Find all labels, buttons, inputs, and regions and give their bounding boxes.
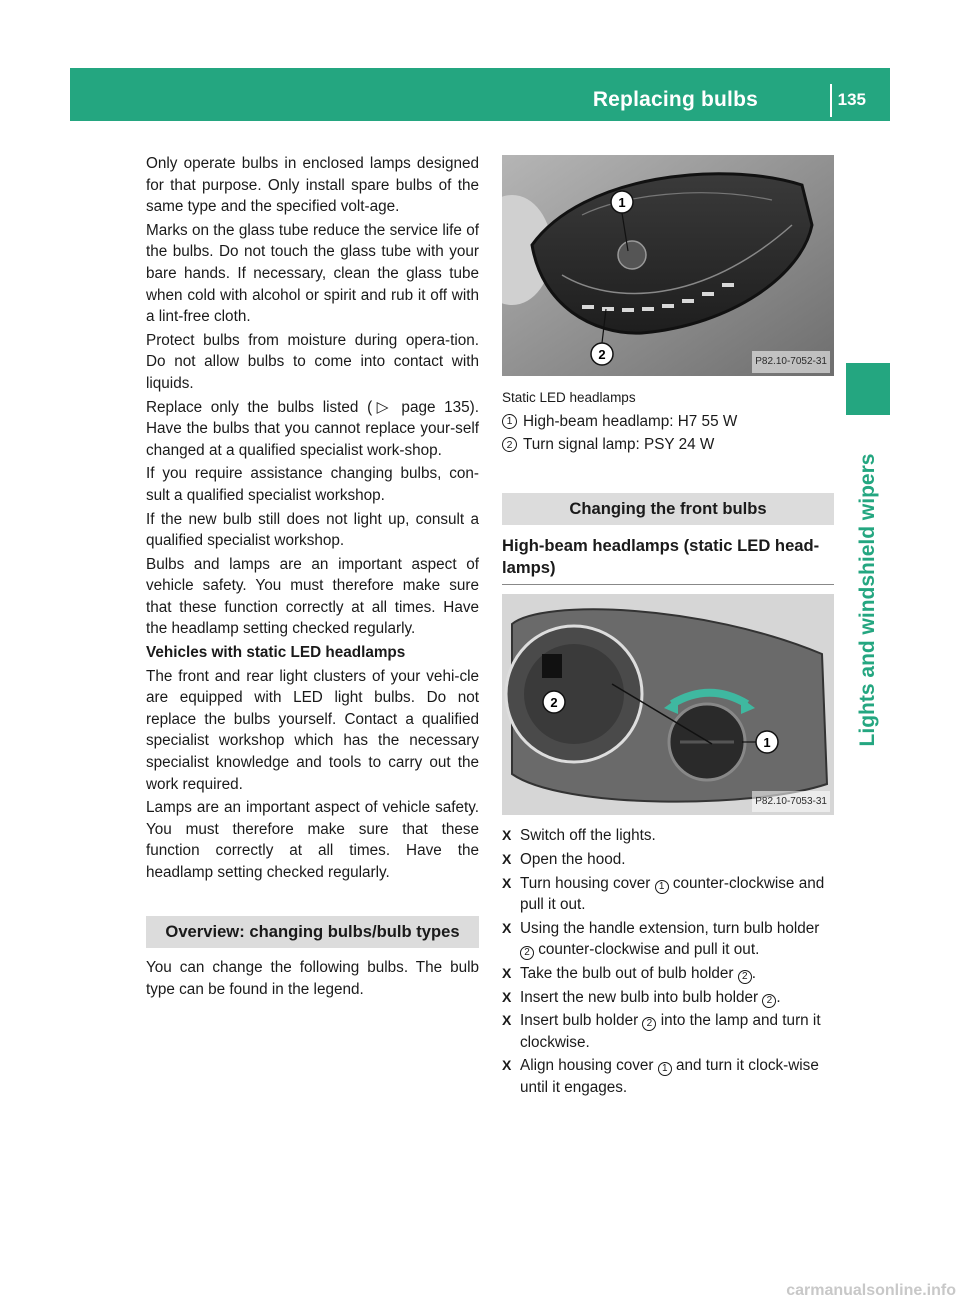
paragraph: If the new bulb still does not light up, consult a qualified specialist workshop. [146,510,479,550]
callout-number: 1 [655,880,669,894]
step-text-part: Open the hood. [520,850,626,868]
svg-text:1: 1 [763,735,771,751]
headlamp-rear-illustration [502,594,834,815]
figure-code: P82.10-7053-31 [752,791,830,813]
section-heading-front-bulbs: Changing the front bulbs [502,493,834,526]
step-text-part: into the lamp and turn it clockwise. [520,1012,821,1051]
svg-text:2: 2 [598,347,606,362]
step-text-part: Turn housing cover [520,874,655,892]
paragraph: Lamps are an important aspect of vehicle safety. You must therefore make sure that these function correctly at all times. Have the headlamp setting checked regularly. [146,799,479,881]
header-divider [830,84,832,117]
instruction-step [502,825,834,847]
subsection-heading: High-beam headlamps (static LED head-lamps) [502,535,834,585]
step-text [520,849,834,871]
subheading: Vehicles with static LED headlamps [146,644,406,662]
header-bar [70,68,890,121]
svg-text:1: 1 [618,195,626,210]
paragraph: You can change the following bulbs. The bulb type can be found in the legend. [146,959,479,998]
page-number: 135 [837,90,866,109]
side-tab-marker [846,363,890,415]
step-marker-icon: X [502,964,512,981]
callout-number: 2 [502,437,517,452]
instruction-step [502,1055,834,1098]
step-marker-icon: X [502,874,512,891]
watermark: carmanualsonline.info [786,1282,956,1299]
step-marker-icon: X [502,919,512,936]
paragraph: Protect bulbs from moisture during opera-tion. Do not allow bulbs to come into contact with liquids. [146,331,479,392]
legend-text: Turn signal lamp: PSY 24 W [523,436,715,454]
step-text-part: Switch off the lights. [520,827,656,845]
instruction-step [502,849,834,871]
step-text-part: and turn it clock-wise until it engages. [520,1057,819,1096]
paragraph: The front and rear light clusters of your vehi-cle are equipped with LED light bulbs. Do not replace the bulbs yourself. Contact a qualified specialist workshop which has the necessary specialist knowledge and tools to carry out the work required. [146,667,479,793]
svg-text:2: 2 [550,695,558,711]
legend-item [502,434,834,456]
step-text [520,918,834,961]
step-text-part: Insert bulb holder [520,1012,643,1030]
left-column [146,153,479,1002]
step-text [520,1055,834,1098]
legend-text: High-beam headlamp: H7 55 W [523,412,738,430]
callout-number: 2 [762,994,776,1008]
callout-number: 1 [502,414,517,429]
headlamp-illustration [502,155,834,376]
step-marker-icon: X [502,850,512,867]
callout-number: 2 [520,946,534,960]
headlamp-photo [502,155,834,376]
paragraph: Marks on the glass tube reduce the service life of the bulbs. Do not touch the glass tube with your bare hands. If necessary, clean the glass tube when cold with alcohol or spirit and rub it off with a lint-free cloth. [146,221,479,326]
paragraph: Only operate bulbs in enclosed lamps designed for that purpose. Only install spare bulbs of the same type and the specified volt-age. [146,155,479,216]
instruction-step [502,1010,834,1053]
paragraph: Bulbs and lamps are an important aspect of vehicle safety. You must therefore make sure that these function correctly at all times. Have the headlamp setting checked regularly. [146,555,479,638]
step-marker-icon: X [502,1012,512,1029]
step-marker-icon: X [502,827,512,844]
paragraph: If you require assistance changing bulbs, con-sult a qualified specialist workshop. [146,465,479,504]
section-heading-overview: Overview: changing bulbs/bulb types [146,916,479,949]
step-marker-icon: X [502,1057,512,1074]
side-tab-label [846,427,890,772]
side-tab-text: Lights and windshield wipers [856,453,879,746]
legend-item [502,411,834,433]
step-marker-icon: X [502,988,512,1005]
instruction-step [502,963,834,985]
step-text [520,987,834,1009]
headlamp-rear-photo [502,594,834,815]
callout-number: 2 [642,1017,656,1031]
step-text [520,873,834,916]
page-section-title: Replacing bulbs [592,88,758,111]
instruction-step [502,873,834,916]
step-text-part: Using the handle extension, turn bulb holder [520,919,820,937]
step-text-part: Insert the new bulb into bulb holder [520,988,763,1006]
figure-caption: Static LED headlamps [502,390,636,405]
instruction-step [502,987,834,1009]
step-text-part: Align housing cover [520,1057,658,1075]
step-text [520,963,834,985]
callout-number: 2 [738,970,752,984]
step-text [520,1010,834,1053]
step-text [520,825,834,847]
figure-code: P82.10-7052-31 [752,351,830,373]
step-text-part: counter-clockwise and pull it out. [520,874,825,914]
step-text-part: counter-clockwise and pull it out. [534,941,760,959]
paragraph-page-ref: Replace only the bulbs listed (▷ page 135). Have the bulbs that you cannot replace your-self changed at a qualified specialist work-shop. [146,398,479,459]
step-text-part: . [751,964,756,982]
step-text-part: . [776,988,781,1006]
right-column [502,155,834,1101]
step-text-part: Take the bulb out of bulb holder [520,964,738,982]
instruction-step [502,918,834,961]
instruction-steps [502,825,834,1098]
callout-number: 1 [658,1062,672,1076]
